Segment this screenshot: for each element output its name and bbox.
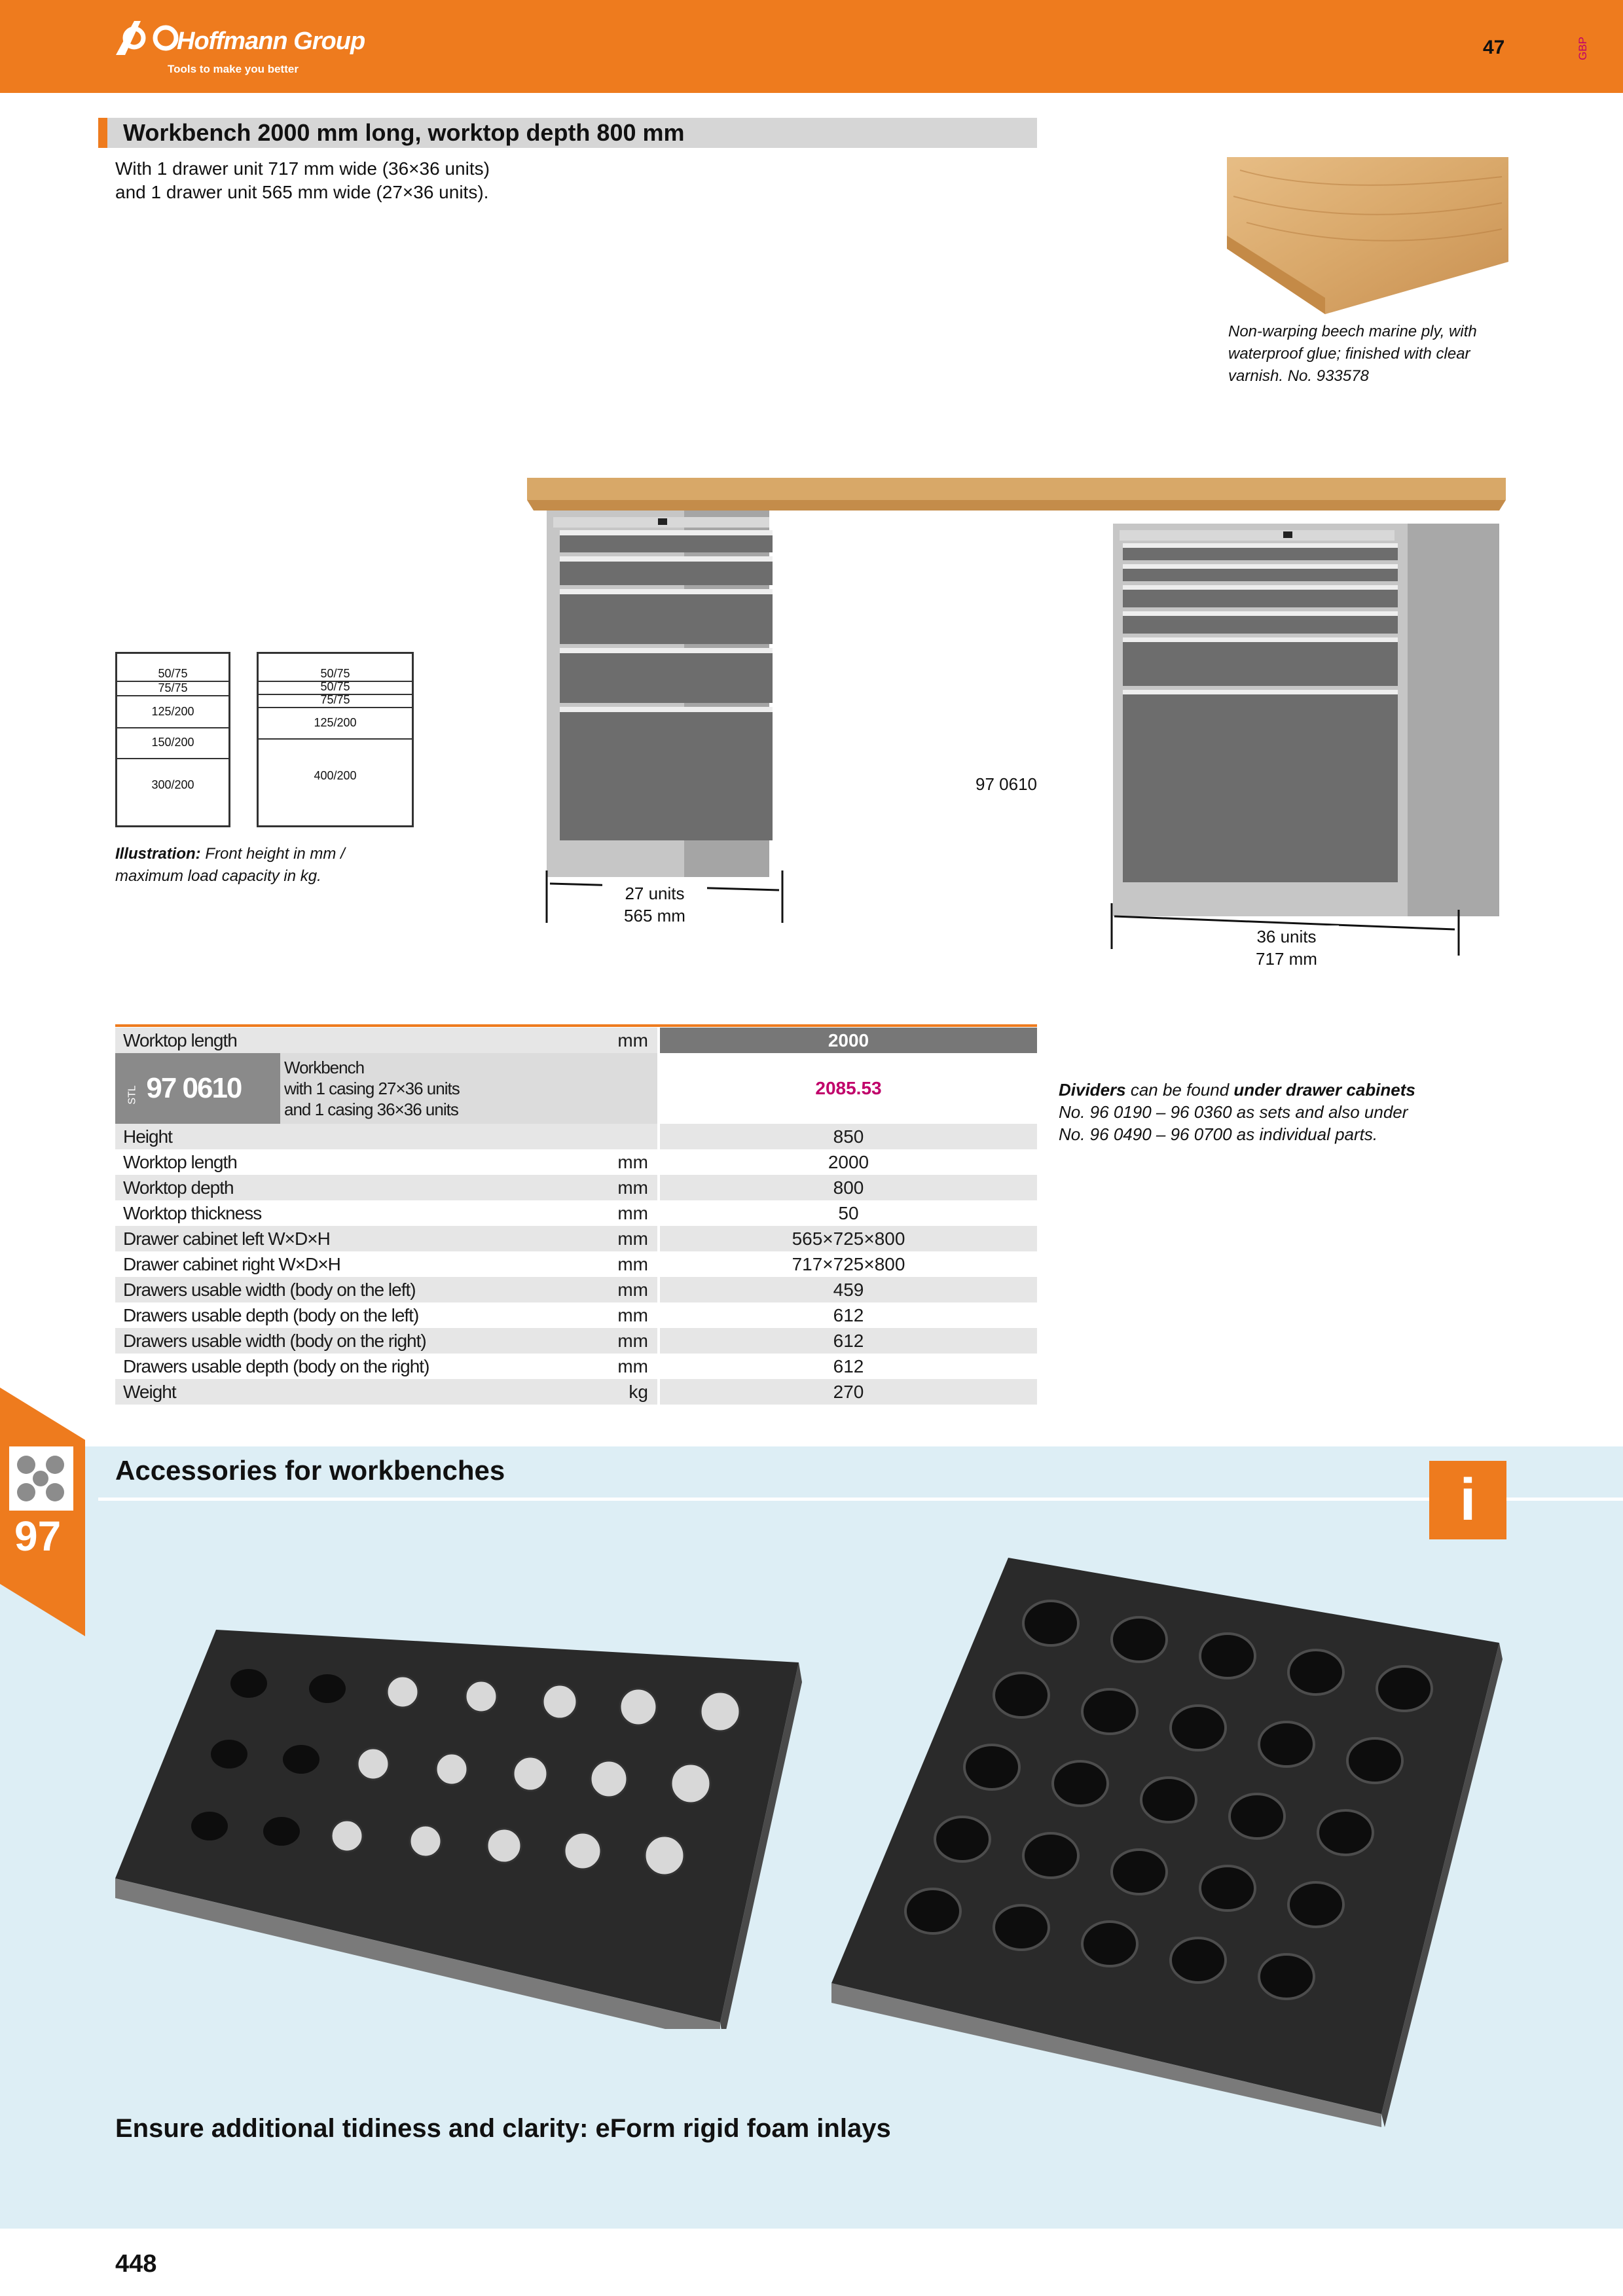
table-unit: mm <box>589 1328 659 1354</box>
caption-line: waterproof glue; finished with clear <box>1228 345 1470 363</box>
table-label: Drawers usable depth (body on the left) <box>123 1304 419 1325</box>
table-label: Worktop length <box>123 1151 237 1172</box>
worktop-sample-image <box>1227 157 1508 314</box>
table-row <box>115 1200 1037 1226</box>
item-desc-line: with 1 casing 27×36 units <box>284 1079 460 1098</box>
table-value: 717×725×800 <box>659 1251 1037 1277</box>
table-label: Drawer cabinet right W×D×H <box>123 1253 340 1274</box>
page-number: 448 <box>115 2250 157 2278</box>
item-price: 2085.53 <box>659 1053 1037 1124</box>
table-label: Drawers usable width (body on the left) <box>115 1277 589 1302</box>
dividers-note <box>1059 1079 1415 1145</box>
table-row <box>115 1028 1037 1053</box>
table-label: Weight <box>115 1379 589 1405</box>
note-text: can be found <box>1125 1080 1234 1100</box>
spec-table <box>115 1028 1037 1405</box>
note-line: No. 96 0490 – 96 0700 as individual parts. <box>1059 1124 1378 1144</box>
table-unit: kg <box>589 1379 659 1405</box>
table-unit: mm <box>617 1151 648 1172</box>
table-unit: mm <box>589 1226 659 1251</box>
accessories-subtitle: Ensure additional tidiness and clarity: eForm rigid foam inlays <box>115 2114 891 2143</box>
table-label: Drawers usable width (body on the right) <box>115 1328 589 1354</box>
table-label: Worktop depth <box>115 1175 589 1200</box>
info-icon: i <box>1429 1461 1506 1539</box>
intro-line: and 1 drawer unit 565 mm wide (27×36 units). <box>115 182 489 202</box>
caption-text: Front height in mm / <box>200 845 345 863</box>
dim-units: 27 units <box>625 884 685 903</box>
brand-tagline: Tools to make you better <box>168 63 299 75</box>
dimension-right <box>1234 925 1339 970</box>
region-code: GBP <box>1577 37 1589 60</box>
dimension-left <box>602 882 707 927</box>
scheme-label: 125/200 <box>259 716 412 740</box>
scheme-label: 150/200 <box>117 736 228 759</box>
table-unit: mm <box>589 1277 659 1302</box>
dim-mm: 565 mm <box>624 906 685 925</box>
table-value: 612 <box>659 1354 1037 1379</box>
table-unit: mm <box>617 1253 648 1274</box>
scheme-label: 50/75 <box>259 680 412 695</box>
table-row <box>115 1124 1037 1149</box>
drawer-scheme-right <box>257 652 414 827</box>
foam-inlay-collets-image <box>111 1623 818 2029</box>
worktop-caption <box>1228 321 1529 387</box>
table-value: 565×725×800 <box>659 1226 1037 1251</box>
table-unit: mm <box>589 1028 659 1053</box>
hoffmann-logo-icon <box>115 17 187 56</box>
table-label: Drawer cabinet left W×D×H <box>115 1226 589 1251</box>
section-rule <box>98 1498 1623 1501</box>
table-row <box>115 1175 1037 1200</box>
table-unit: mm <box>617 1304 648 1325</box>
caption-line: maximum load capacity in kg. <box>115 867 321 885</box>
catalogue-page-number: 47 <box>1483 37 1505 58</box>
table-row <box>115 1277 1037 1302</box>
scheme-label: 75/75 <box>259 693 412 708</box>
scheme-label: 400/200 <box>314 769 357 782</box>
illustration-caption <box>115 843 345 888</box>
scheme-label: 50/75 <box>117 667 228 682</box>
table-label: Height <box>115 1124 589 1149</box>
foam-inlay-holes-image <box>825 1551 1506 2127</box>
table-row <box>115 1226 1037 1251</box>
scheme-label: 300/200 <box>151 778 194 791</box>
table-unit <box>589 1124 659 1149</box>
scheme-label: 125/200 <box>117 705 228 728</box>
table-value: 612 <box>659 1302 1037 1328</box>
chapter-number: 97 <box>14 1513 62 1560</box>
table-value: 612 <box>659 1328 1037 1354</box>
caption-line: Non-warping beech marine ply, with <box>1228 323 1477 340</box>
table-value: 50 <box>659 1200 1037 1226</box>
table-row <box>115 1302 1037 1328</box>
table-value: 850 <box>659 1124 1037 1149</box>
table-value: 270 <box>659 1379 1037 1405</box>
item-number-cell <box>115 1053 280 1124</box>
note-bold: under drawer cabinets <box>1233 1080 1415 1100</box>
product-intro <box>115 157 490 204</box>
item-number: 97 0610 <box>146 1072 242 1104</box>
table-row <box>115 1354 1037 1379</box>
item-description <box>280 1053 659 1124</box>
table-row-item <box>115 1053 1037 1124</box>
table-value: 800 <box>659 1175 1037 1200</box>
item-prefix: STL <box>126 1085 138 1105</box>
drawer-scheme-left <box>115 652 230 827</box>
scheme-label: 50/75 <box>259 667 412 682</box>
table-label: Worktop thickness <box>123 1202 262 1223</box>
table-value: 459 <box>659 1277 1037 1302</box>
dim-mm: 717 mm <box>1256 949 1317 969</box>
item-desc-line: Workbench <box>284 1058 365 1077</box>
scheme-label: 75/75 <box>117 681 228 696</box>
brand-name: Hoffmann Group <box>177 27 365 55</box>
caption-bold: Illustration: <box>115 845 201 863</box>
table-row <box>115 1149 1037 1175</box>
accessories-title: Accessories for workbenches <box>115 1455 505 1486</box>
table-top-rule <box>115 1024 1037 1027</box>
note-bold: Dividers <box>1059 1080 1126 1100</box>
note-line: No. 96 0190 – 96 0360 as sets and also under <box>1059 1102 1408 1122</box>
bench-item-code: 97 0610 <box>976 774 1037 794</box>
table-row <box>115 1379 1037 1405</box>
item-desc-line: and 1 casing 36×36 units <box>284 1100 458 1119</box>
table-unit: mm <box>617 1355 648 1376</box>
caption-line: varnish. No. 933578 <box>1228 367 1369 385</box>
table-row <box>115 1328 1037 1354</box>
dim-units: 36 units <box>1256 927 1317 946</box>
table-label: Worktop length <box>115 1028 589 1053</box>
table-label: Drawers usable depth (body on the right) <box>123 1355 429 1376</box>
table-header-value: 2000 <box>659 1028 1037 1053</box>
table-unit: mm <box>589 1175 659 1200</box>
table-row <box>115 1251 1037 1277</box>
title-accent <box>98 118 107 148</box>
table-unit: mm <box>617 1202 648 1223</box>
table-value: 2000 <box>659 1149 1037 1175</box>
product-title: Workbench 2000 mm long, worktop depth 800 mm <box>123 119 685 146</box>
intro-line: With 1 drawer unit 717 mm wide (36×36 units) <box>115 158 490 179</box>
